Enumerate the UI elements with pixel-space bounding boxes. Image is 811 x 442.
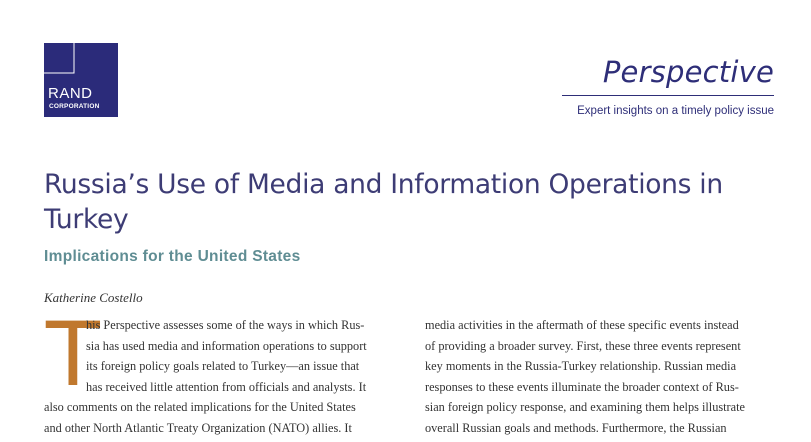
series-tagline: Expert insights on a timely policy issue	[577, 105, 774, 117]
body-column-right	[425, 315, 765, 438]
drop-cap-letter: T	[46, 303, 100, 406]
body-line: overall Russian goals and methods. Furthermore, the Russian	[425, 420, 727, 435]
rand-logo	[44, 43, 118, 117]
body-line: responses to these events illuminate the broader context of Rus-	[425, 379, 739, 394]
body-line: of providing a broader survey. First, these three events represent	[425, 338, 741, 353]
body-line: sia has used media and information operations to support	[86, 338, 367, 353]
body-line: also comments on the related implications for the United States	[44, 400, 356, 414]
body-line: sian foreign policy response, and examining them helps illustrate	[425, 400, 745, 414]
body-line: key moments in the Russia-Turkey relationship. Russian media	[425, 359, 737, 373]
body-line: his Perspective assesses some of the ways in which Rus-	[86, 318, 365, 332]
series-divider	[562, 95, 774, 96]
body-line: its foreign policy goals related to Turkey—an issue that	[86, 359, 360, 373]
logo-subtext: CORPORATION	[49, 103, 100, 110]
document-subtitle: Implications for the United States	[44, 248, 301, 265]
series-title: Perspective	[602, 55, 774, 89]
body-column-left	[44, 315, 394, 438]
logo-wordmark: RAND	[48, 85, 93, 102]
body-line: has received little attention from officials and analysts. It	[86, 379, 367, 394]
body-line: media activities in the aftermath of these specific events instead	[425, 318, 739, 332]
body-line: and other North Atlantic Treaty Organization (NATO) allies. It	[44, 420, 352, 435]
document-title: Russia’s Use of Media and Information Operations in Turkey	[44, 169, 723, 235]
author-name: Katherine Costello	[44, 290, 143, 305]
